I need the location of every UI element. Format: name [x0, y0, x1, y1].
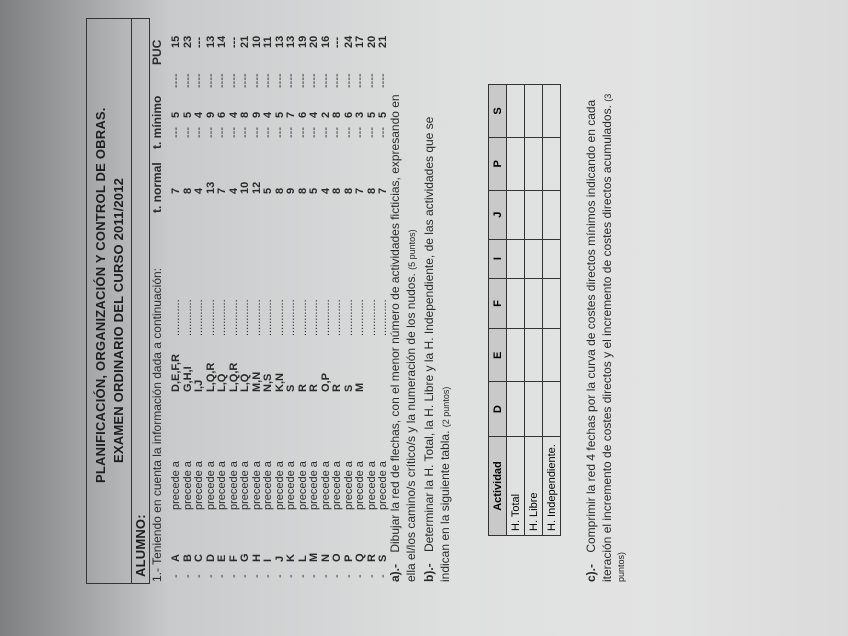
row-bullet: -: [308, 574, 320, 578]
puc-value: 17: [354, 35, 366, 48]
minimum-time: 5: [377, 111, 389, 118]
dash-leader: ---: [331, 127, 343, 138]
minimum-time: 8: [331, 111, 343, 118]
normal-time: 4: [193, 187, 205, 194]
predecessors: N,S: [262, 373, 274, 392]
question1-intro: 1.- Teniendo en cuenta la información dada a continuación:: [150, 268, 164, 582]
precede-text: precede a: [181, 461, 194, 510]
dotted-leader: ............: [170, 299, 182, 336]
part-c-points-b: puntos): [616, 551, 626, 582]
normal-time: 10: [239, 181, 251, 194]
dash-leader: ----: [216, 73, 228, 88]
predecessors: M,N: [250, 371, 263, 392]
normal-time: 5: [308, 187, 320, 194]
dash-leader: ---: [204, 127, 217, 138]
dash-leader: ----: [262, 73, 274, 88]
table-cell[interactable]: [525, 190, 543, 239]
activity-letter: B: [181, 554, 194, 562]
table-header-cell: F: [489, 278, 507, 329]
table-cell[interactable]: [525, 85, 543, 138]
activity-letter: N: [319, 554, 332, 562]
row-bullet: -: [296, 574, 309, 578]
precede-text: precede a: [319, 461, 332, 510]
dash-leader: ---: [170, 127, 182, 138]
precede-text: precede a: [296, 461, 309, 510]
dash-leader: ----: [331, 73, 343, 88]
part-b-line1: [422, 117, 436, 582]
precede-text: precede a: [170, 461, 182, 510]
minimum-time: 2: [319, 111, 332, 118]
minimum-time: 4: [308, 111, 320, 118]
activity-letter: M: [308, 552, 320, 562]
dash-leader: ----: [204, 73, 217, 88]
dash-leader: ----: [377, 73, 389, 88]
predecessors: I,J: [193, 379, 205, 392]
minimum-time: 5: [181, 111, 194, 118]
row-bullet: -: [181, 574, 194, 578]
part-c-line1: [584, 100, 598, 582]
table-header-cell: S: [489, 85, 507, 138]
table-cell[interactable]: [543, 278, 561, 329]
dotted-leader: ............: [239, 299, 251, 336]
table-cell[interactable]: [507, 85, 525, 138]
dash-leader: ---: [216, 127, 228, 138]
table-header-cell: P: [489, 137, 507, 190]
precede-text: precede a: [216, 461, 228, 510]
dash-leader: ----: [308, 73, 320, 88]
puc-value: ---: [193, 37, 205, 48]
dash-leader: ----: [181, 73, 194, 88]
dash-leader: ---: [250, 127, 263, 138]
part-b-text2: indican en la siguiente tabla.: [438, 430, 452, 582]
table-header-cell: E: [489, 329, 507, 382]
predecessors: L,Q: [239, 373, 251, 392]
table-header-cell: Actividad: [489, 437, 507, 536]
dash-leader: ---: [308, 127, 320, 138]
row-bullet: -: [250, 574, 263, 578]
table-cell[interactable]: [507, 382, 525, 437]
precede-text: precede a: [331, 461, 343, 510]
normal-time: 8: [181, 187, 194, 194]
activity-letter: K: [285, 554, 297, 562]
table-cell[interactable]: [543, 85, 561, 138]
minimum-time: 6: [342, 111, 355, 118]
row-bullet: -: [204, 574, 217, 578]
row-bullet: -: [227, 574, 240, 578]
table-cell[interactable]: [507, 190, 525, 239]
normal-time: 7: [170, 187, 182, 194]
dash-leader: ----: [285, 73, 297, 88]
normal-time: 5: [262, 187, 274, 194]
puc-value: 23: [181, 35, 194, 48]
dash-leader: ---: [377, 127, 389, 138]
activity-letter: R: [365, 554, 378, 562]
dash-leader: ----: [170, 73, 182, 88]
row-bullet: -: [170, 574, 182, 578]
dash-leader: ---: [319, 127, 332, 138]
table-cell[interactable]: [543, 382, 561, 437]
dotted-leader: ............: [273, 299, 286, 336]
predecessors: L,Q: [216, 373, 228, 392]
minimum-time: 9: [204, 111, 217, 118]
dash-leader: ----: [250, 73, 263, 88]
predecessors: S: [285, 384, 297, 392]
dash-leader: ----: [193, 73, 205, 88]
table-header-row: [489, 85, 507, 536]
minimum-time: 8: [239, 111, 251, 118]
minimum-time: 7: [285, 111, 297, 118]
dash-leader: ---: [273, 127, 286, 138]
dotted-leader: ............: [354, 299, 366, 336]
activity-letter: P: [342, 554, 355, 562]
activity-letter: G: [239, 553, 251, 562]
row-bullet: -: [285, 574, 297, 578]
activity-letter: S: [377, 554, 389, 562]
predecessors: D,E,F,R: [170, 354, 182, 392]
part-c-text1: Comprimir la red 4 fechas por la curva de costes directos mínimos indicando en cada: [584, 99, 598, 553]
puc-value: ---: [331, 37, 343, 48]
activity-letter: A: [170, 554, 182, 562]
normal-time: 8: [331, 187, 343, 194]
predecessors: R: [331, 384, 343, 392]
table-header-cell: D: [489, 382, 507, 437]
precede-text: precede a: [204, 461, 217, 510]
dotted-leader: ............: [308, 299, 320, 336]
title-line-1: PLANIFICACIÓN, ORGANIZACIÓN Y CONTROL DE OBRAS.: [93, 107, 108, 483]
table-cell[interactable]: [507, 137, 525, 190]
normal-time: 13: [204, 181, 217, 194]
dash-leader: ---: [262, 127, 274, 138]
dotted-leader: ............: [365, 299, 378, 336]
predecessors: L,Q,R: [204, 362, 217, 392]
precede-text: precede a: [342, 461, 355, 510]
table-header-cell: I: [489, 239, 507, 278]
part-a-line2: [404, 229, 418, 582]
row-label: H. Libre: [525, 437, 543, 536]
predecessors: R: [296, 384, 309, 392]
part-c-line2: [600, 94, 614, 582]
activity-letter: I: [262, 558, 274, 562]
dotted-leader: ............: [296, 299, 309, 336]
puc-value: ---: [227, 37, 240, 48]
dash-leader: ----: [273, 73, 286, 88]
activity-letter: D: [204, 554, 217, 562]
puc-value: 21: [239, 35, 251, 48]
row-bullet: -: [319, 574, 332, 578]
puc-value: 13: [285, 35, 297, 48]
dotted-leader: ............: [204, 299, 217, 336]
table-cell[interactable]: [525, 137, 543, 190]
puc-value: 21: [377, 35, 389, 48]
predecessors: L,Q,R: [227, 362, 240, 392]
puc-value: 14: [216, 35, 228, 48]
predecessors: G,H,I: [181, 366, 194, 392]
header-divider: [131, 19, 132, 583]
part-a-text1: Dibujar la red de flechas, con el menor número de actividades ficticias, expresando en: [388, 94, 402, 553]
part-b-points: (2 puntos): [441, 386, 451, 428]
dotted-leader: ............: [331, 299, 343, 336]
holguras-table: [488, 84, 561, 536]
activity-letter: E: [216, 554, 228, 562]
minimum-time: 6: [296, 111, 309, 118]
activity-letter: H: [250, 554, 263, 562]
dotted-leader: ............: [216, 299, 228, 336]
activity-letter: O: [331, 553, 343, 562]
precede-text: precede a: [239, 461, 251, 510]
table-header-cell: J: [489, 190, 507, 239]
row-bullet: -: [342, 574, 355, 578]
row-label: H. Independiente.: [543, 437, 561, 536]
part-b-label: b).-: [422, 563, 436, 582]
precede-text: precede a: [377, 461, 389, 510]
precede-text: precede a: [262, 461, 274, 510]
header-box: [86, 18, 150, 584]
row-bullet: -: [354, 574, 366, 578]
puc-value: 10: [250, 35, 263, 48]
predecessors: K,N: [273, 373, 286, 392]
dash-leader: ---: [296, 127, 309, 138]
dotted-leader: ............: [227, 299, 240, 336]
dash-leader: ---: [193, 127, 205, 138]
activity-letter: Q: [354, 553, 366, 562]
normal-time: 7: [377, 187, 389, 194]
table-row: [507, 85, 525, 536]
dash-leader: ----: [342, 73, 355, 88]
predecessors: M: [354, 382, 366, 392]
row-bullet: -: [331, 574, 343, 578]
col-minimo-header: t. mínimo: [150, 95, 164, 149]
minimum-time: 4: [262, 111, 274, 118]
col-normal-header: t. normal: [150, 162, 164, 213]
row-label: H. Total: [507, 437, 525, 536]
precede-text: precede a: [285, 461, 297, 510]
dotted-leader: ............: [181, 299, 194, 336]
part-c-points-a: (3: [603, 93, 613, 102]
table-cell[interactable]: [507, 239, 525, 278]
title-line-2: EXAMEN ORDINARIO DEL CURSO 2011/2012: [111, 177, 126, 463]
normal-time: 8: [296, 187, 309, 194]
activity-letter: L: [296, 555, 309, 562]
part-a-text2: ella el/los camino/s crítico/s y la numeración de los nudos.: [404, 273, 418, 582]
activity-letter: F: [227, 555, 240, 562]
row-bullet: -: [239, 574, 251, 578]
minimum-time: 5: [365, 111, 378, 118]
table-cell[interactable]: [507, 278, 525, 329]
puc-value: 15: [170, 35, 182, 48]
puc-value: 20: [308, 35, 320, 48]
normal-time: 7: [354, 187, 366, 194]
minimum-time: 5: [273, 111, 286, 118]
dotted-leader: ............: [285, 299, 297, 336]
precede-text: precede a: [273, 461, 286, 510]
part-a-label: a).-: [388, 564, 402, 582]
table-row: [525, 85, 543, 536]
table-row: [543, 85, 561, 536]
precede-text: precede a: [365, 461, 378, 510]
normal-time: 8: [342, 187, 355, 194]
dash-leader: ----: [296, 73, 309, 88]
dash-leader: ----: [354, 73, 366, 88]
precede-text: precede a: [250, 461, 263, 510]
dotted-leader: ............: [193, 299, 205, 336]
dotted-leader: ............: [250, 299, 263, 336]
alumno-label: ALUMNO:: [133, 514, 148, 577]
minimum-time: 6: [216, 111, 228, 118]
row-bullet: -: [262, 574, 274, 578]
row-bullet: -: [216, 574, 228, 578]
table-cell[interactable]: [543, 190, 561, 239]
col-puc-header: PUC: [150, 39, 164, 65]
normal-time: 4: [227, 187, 240, 194]
normal-time: 9: [285, 187, 297, 194]
dotted-leader: ............: [319, 299, 332, 336]
normal-time: 8: [273, 187, 286, 194]
minimum-time: 4: [193, 111, 205, 118]
dotted-leader: ............: [342, 299, 355, 336]
minimum-time: 4: [227, 111, 240, 118]
precede-text: precede a: [308, 461, 320, 510]
dotted-leader: ............: [262, 299, 274, 336]
table-cell[interactable]: [525, 382, 543, 437]
dash-leader: ----: [319, 73, 332, 88]
dash-leader: ---: [285, 127, 297, 138]
puc-value: 20: [365, 35, 378, 48]
part-c-label: c).-: [584, 564, 598, 582]
activity-letter: C: [193, 554, 205, 562]
table-cell[interactable]: [525, 239, 543, 278]
part-b-line2: [438, 387, 452, 582]
minimum-time: 9: [250, 111, 263, 118]
part-a-line1: [388, 94, 402, 582]
dash-leader: ---: [181, 127, 194, 138]
dash-leader: ---: [342, 127, 355, 138]
puc-value: 11: [262, 36, 274, 48]
row-bullet: -: [193, 574, 205, 578]
table-cell[interactable]: [543, 137, 561, 190]
dash-leader: ---: [239, 127, 251, 138]
predecessors: S: [342, 384, 355, 392]
dash-leader: ----: [365, 73, 378, 88]
dash-leader: ----: [239, 73, 251, 88]
part-c-text2: iteración el incremento de costes directos y el incremento de costes directos acumulados.: [600, 105, 614, 582]
dash-leader: ---: [354, 127, 366, 138]
activity-letter: J: [273, 555, 286, 562]
dash-leader: ----: [227, 73, 240, 88]
dash-leader: ---: [365, 127, 378, 138]
table-cell[interactable]: [507, 329, 525, 382]
part-b-text1: Determinar la H. Total, la H. Libre y la H. Independiente, de las actividades que se: [422, 116, 436, 552]
table-cell[interactable]: [525, 278, 543, 329]
precede-text: precede a: [227, 461, 240, 510]
normal-time: 7: [216, 187, 228, 194]
normal-time: 12: [250, 181, 263, 194]
row-bullet: -: [273, 574, 286, 578]
row-bullet: -: [377, 574, 389, 578]
table-cell[interactable]: [543, 329, 561, 382]
puc-value: 13: [204, 35, 217, 48]
normal-time: 4: [319, 187, 332, 194]
puc-value: 24: [342, 35, 355, 48]
table-cell[interactable]: [543, 239, 561, 278]
table-cell[interactable]: [525, 329, 543, 382]
puc-value: 19: [296, 35, 309, 48]
precede-text: precede a: [354, 461, 366, 510]
precede-text: precede a: [193, 461, 205, 510]
dash-leader: ---: [227, 127, 240, 138]
predecessors: O,P: [319, 373, 332, 392]
puc-value: 13: [273, 35, 286, 48]
dotted-leader: ............: [377, 299, 389, 336]
minimum-time: 3: [354, 111, 366, 118]
row-bullet: -: [365, 574, 378, 578]
part-a-points: (5 puntos): [407, 229, 417, 270]
puc-value: 16: [319, 35, 332, 48]
predecessors: R: [308, 384, 320, 392]
normal-time: 8: [365, 187, 378, 194]
minimum-time: 5: [170, 111, 182, 118]
